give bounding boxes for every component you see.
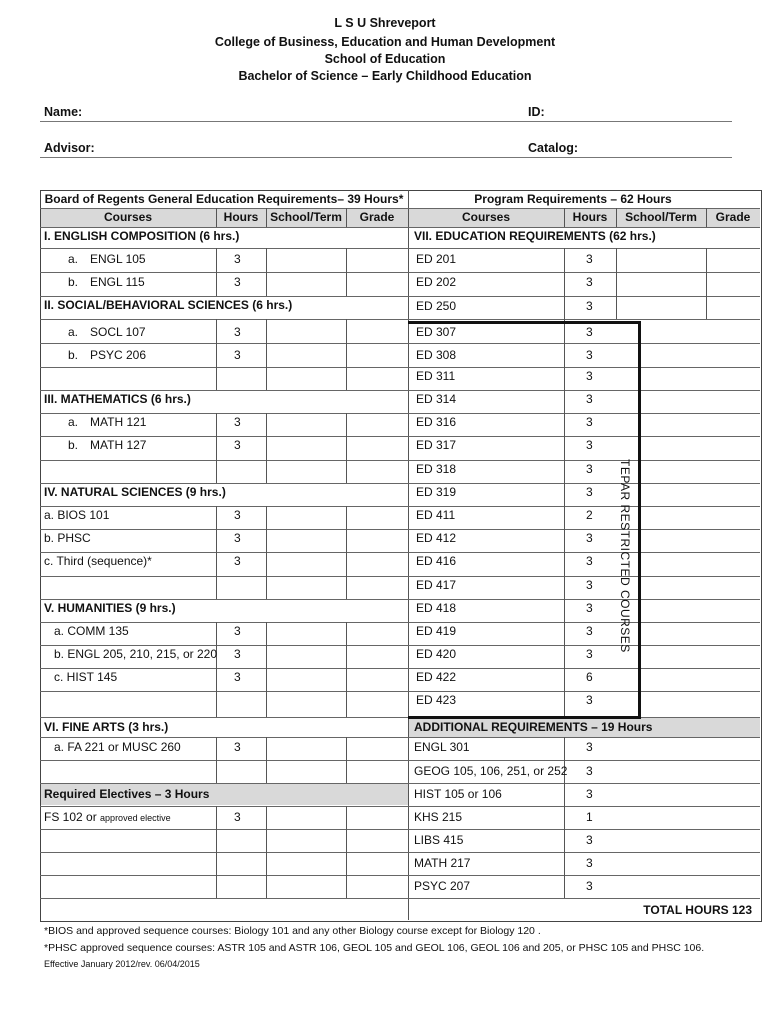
section-fine-arts-heading: VI. FINE ARTS (3 hrs.)	[44, 720, 169, 734]
left-col-line	[216, 737, 217, 783]
left-row-line	[40, 806, 408, 807]
additional-hours: 3	[586, 740, 593, 754]
left-col-line	[346, 248, 347, 296]
ed-course: ED 416	[416, 554, 457, 568]
ed-course: ED 417	[416, 578, 457, 592]
ed-course: ED 308	[416, 348, 457, 362]
course-engl-lit: b. ENGL 205, 210, 215, or 220	[54, 647, 218, 661]
ed-course: ED 318	[416, 462, 457, 476]
school-of-education: School of Education	[324, 52, 446, 66]
section-social-heading: II. SOCIAL/BEHAVIORAL SCIENCES (6 hrs.)	[44, 298, 293, 312]
additional-hours: 3	[586, 879, 593, 893]
left-col-courses: Courses	[103, 210, 153, 224]
additional-course: HIST 105 or 106	[414, 787, 502, 801]
ed-hours: 3	[586, 601, 593, 615]
ed-hours: 3	[586, 647, 593, 661]
tepar-box-bottom	[408, 716, 641, 719]
hours-third-sequence: 3	[234, 554, 241, 568]
right-row-line	[408, 319, 760, 320]
footnote-bios: *BIOS and approved sequence courses: Biology 101 and any other Biology course except for Biology 120 .	[44, 925, 541, 937]
left-row-line	[40, 390, 408, 391]
ed-hours: 3	[586, 554, 593, 568]
left-row-line	[40, 599, 408, 600]
left-row-line	[40, 436, 408, 437]
ed-hours: 3	[586, 693, 593, 707]
additional-course: GEOG 105, 106, 251, or 252	[414, 764, 568, 778]
left-col-line	[266, 506, 267, 599]
ed-hours: 3	[586, 531, 593, 545]
id-label: ID:	[528, 105, 545, 119]
school-name: L S U Shreveport	[334, 16, 436, 30]
left-col-line	[346, 506, 347, 599]
course-engl-115: ENGL 115	[90, 275, 145, 289]
left-col-line	[216, 806, 217, 898]
right-col-line	[564, 737, 565, 898]
left-col-line	[216, 319, 217, 390]
left-row-line	[40, 296, 408, 297]
left-row-line	[40, 460, 408, 461]
course-socl-107: SOCL 107	[90, 325, 146, 339]
ed-course: ED 201	[416, 252, 457, 266]
left-col-grade: Grade	[359, 210, 395, 224]
left-col-line	[216, 413, 217, 483]
header-line	[40, 227, 760, 228]
left-row-line	[40, 622, 408, 623]
left-row-line	[40, 413, 408, 414]
left-col-term: School/Term	[270, 210, 342, 224]
ed-course: ED 411	[416, 508, 456, 522]
hours-math-121: 3	[234, 415, 241, 429]
left-row-line	[40, 367, 408, 368]
additional-course: LIBS 415	[414, 833, 464, 847]
left-col-line	[266, 737, 267, 783]
course-fine-arts: a. FA 221 or MUSC 260	[54, 740, 181, 754]
degree-title: Bachelor of Science – Early Childhood Education	[238, 69, 532, 83]
additional-course: MATH 217	[414, 856, 471, 870]
ed-hours: 6	[586, 670, 593, 684]
left-row-line	[40, 668, 408, 669]
left-row-line	[40, 898, 408, 899]
course-math-127: MATH 127	[90, 438, 147, 452]
course-math-121: MATH 121	[90, 415, 147, 429]
left-col-line	[266, 319, 267, 390]
ed-hours: 3	[586, 624, 593, 638]
row-mark: b.	[68, 348, 79, 362]
additional-hours: 3	[586, 833, 593, 847]
ed-hours: 3	[586, 462, 593, 476]
right-col-courses: Courses	[461, 210, 511, 224]
left-row-line	[40, 272, 408, 273]
right-row-line	[408, 806, 760, 807]
ed-hours: 3	[586, 348, 593, 362]
left-col-line	[266, 248, 267, 296]
row-mark: a.	[68, 252, 79, 266]
ed-course: ED 412	[416, 531, 457, 545]
course-fs-102-label: FS 102 or	[44, 810, 97, 824]
left-row-line	[40, 645, 408, 646]
left-col-line	[346, 737, 347, 783]
ed-course: ED 311	[416, 369, 456, 383]
additional-hours: 3	[586, 787, 593, 801]
right-col-line	[564, 248, 565, 319]
row-mark: a.	[68, 325, 79, 339]
ed-hours: 3	[586, 299, 593, 313]
hours-psyc-206: 3	[234, 348, 241, 362]
tepar-label: TEPAR RESTRICTED COURSES	[618, 459, 632, 653]
course-engl-105: ENGL 105	[90, 252, 146, 266]
ed-course: ED 422	[416, 670, 457, 684]
right-col-line	[706, 248, 707, 319]
hours-engl-lit: 3	[234, 647, 241, 661]
hours-engl-105: 3	[234, 252, 241, 266]
right-col-grade: Grade	[715, 210, 751, 224]
tepar-restricted-box	[408, 321, 641, 719]
additional-course: PSYC 207	[414, 879, 471, 893]
ed-course: ED 319	[416, 485, 457, 499]
section-humanities-heading: V. HUMANITIES (9 hrs.)	[44, 601, 176, 615]
row-mark: a.	[68, 415, 79, 429]
ed-hours: 3	[586, 438, 593, 452]
name-id-line[interactable]	[40, 121, 732, 122]
ed-course: ED 420	[416, 647, 457, 661]
ed-course: ED 317	[416, 438, 457, 452]
right-row-line	[408, 852, 760, 853]
course-comm-135: a. COMM 135	[54, 624, 129, 638]
hours-bios-101: 3	[234, 508, 241, 522]
left-row-line	[40, 875, 408, 876]
ed-course: ED 316	[416, 415, 457, 429]
left-row-line	[40, 717, 408, 718]
left-col-line	[266, 413, 267, 483]
course-fs-102	[44, 810, 171, 825]
ed-hours: 3	[586, 578, 593, 592]
left-row-line	[40, 783, 408, 784]
section-electives-heading: Required Electives – 3 Hours	[44, 787, 210, 801]
left-row-line	[40, 691, 408, 692]
left-row-line	[40, 343, 408, 344]
footnote-phsc: *PHSC approved sequence courses: ASTR 105 and ASTR 106, GEOL 105 and GEOL 106, GEOL 106 and 205, or PHSC 105 and PHSC 106.	[44, 942, 705, 954]
right-col-line	[616, 248, 617, 319]
hours-socl-107: 3	[234, 325, 241, 339]
right-row-line	[408, 737, 760, 738]
college-name: College of Business, Education and Human Development	[214, 35, 556, 49]
left-row-line	[40, 760, 408, 761]
left-col-line	[266, 622, 267, 717]
ed-hours: 3	[586, 325, 593, 339]
ed-hours: 2	[586, 508, 593, 522]
ed-course: ED 307	[416, 325, 457, 339]
header-line	[40, 208, 760, 209]
section-education-heading: VII. EDUCATION REQUIREMENTS (62 hrs.)	[414, 229, 656, 243]
left-col-line	[346, 806, 347, 898]
additional-hours: 1	[586, 810, 593, 824]
ed-hours: 3	[586, 485, 593, 499]
left-row-line	[40, 737, 408, 738]
left-col-line	[216, 506, 217, 599]
course-phsc: b. PHSC	[44, 531, 91, 545]
hours-engl-115: 3	[234, 275, 241, 289]
right-row-line	[408, 829, 760, 830]
ed-course: ED 423	[416, 693, 457, 707]
left-row-line	[40, 506, 408, 507]
left-row-line	[40, 529, 408, 530]
left-row-line	[40, 852, 408, 853]
right-col-term: School/Term	[625, 210, 697, 224]
right-row-line	[408, 272, 760, 273]
right-table-title: Program Requirements – 62 Hours	[474, 192, 672, 206]
row-mark: b.	[68, 275, 79, 289]
left-col-line	[216, 248, 217, 296]
hours-hist-145: 3	[234, 670, 241, 684]
section-english-heading: I. ENGLISH COMPOSITION (6 hrs.)	[44, 229, 240, 243]
left-row-line	[40, 829, 408, 830]
right-row-line	[408, 875, 760, 876]
right-row-line	[408, 296, 760, 297]
section-math-heading: III. MATHEMATICS (6 hrs.)	[44, 392, 191, 406]
hours-fs-102: 3	[234, 810, 241, 824]
right-col-hours: Hours	[572, 210, 608, 224]
hours-fine-arts: 3	[234, 740, 241, 754]
advisor-label: Advisor:	[44, 141, 95, 155]
additional-course: ENGL 301	[414, 740, 470, 754]
total-hours: TOTAL HOURS 123	[643, 903, 752, 917]
left-col-line	[346, 622, 347, 717]
left-row-line	[40, 248, 408, 249]
ed-hours: 3	[586, 369, 593, 383]
left-col-line	[346, 413, 347, 483]
left-table-title: Board of Regents General Education Requirements– 39 Hours*	[44, 192, 404, 206]
ed-course: ED 202	[416, 275, 457, 289]
left-row-line	[40, 319, 408, 320]
ed-hours: 3	[586, 252, 593, 266]
section-science-heading: IV. NATURAL SCIENCES (9 hrs.)	[44, 485, 226, 499]
hours-math-127: 3	[234, 438, 241, 452]
ed-hours: 3	[586, 275, 593, 289]
catalog-label: Catalog:	[528, 141, 578, 155]
left-row-line	[40, 576, 408, 577]
course-psyc-206: PSYC 206	[90, 348, 147, 362]
left-col-line	[346, 319, 347, 390]
footnote-effective: Effective January 2012/rev. 06/04/2015	[44, 959, 200, 969]
course-fs-102-note: approved elective	[100, 813, 171, 823]
course-hist-145: c. HIST 145	[54, 670, 118, 684]
ed-course: ED 314	[416, 392, 457, 406]
right-row-line	[408, 898, 760, 899]
right-row-line	[408, 783, 760, 784]
additional-hours: 3	[586, 856, 593, 870]
ed-course: ED 419	[416, 624, 457, 638]
right-row-line	[408, 248, 760, 249]
section-additional-heading: ADDITIONAL REQUIREMENTS – 19 Hours	[414, 720, 653, 734]
advisor-catalog-line[interactable]	[40, 157, 732, 158]
hours-phsc: 3	[234, 531, 241, 545]
course-third-sequence: c. Third (sequence)*	[44, 554, 152, 568]
additional-course: KHS 215	[414, 810, 463, 824]
ed-hours: 3	[586, 392, 593, 406]
course-bios-101: a. BIOS 101	[44, 508, 110, 522]
row-mark: b.	[68, 438, 79, 452]
ed-course: ED 250	[416, 299, 457, 313]
left-col-line	[216, 622, 217, 717]
additional-hours: 3	[586, 764, 593, 778]
right-row-line	[408, 760, 760, 761]
left-row-line	[40, 552, 408, 553]
name-label: Name:	[44, 105, 83, 119]
ed-hours: 3	[586, 415, 593, 429]
left-row-line	[40, 483, 408, 484]
left-col-line	[266, 806, 267, 898]
left-col-hours: Hours	[223, 210, 259, 224]
hours-comm-135: 3	[234, 624, 241, 638]
ed-course: ED 418	[416, 601, 457, 615]
